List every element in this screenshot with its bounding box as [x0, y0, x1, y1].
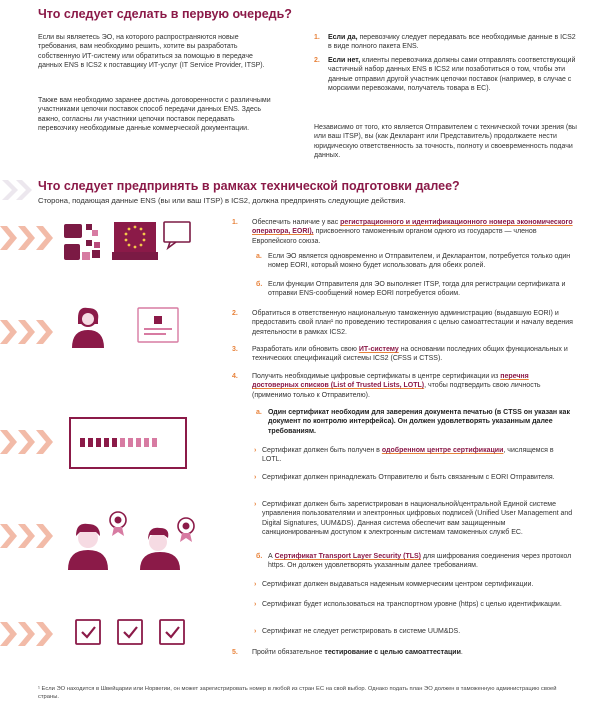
- eu-registration-illustration: [64, 218, 194, 268]
- list-item-1b: Если функции Отправителя для ЭО выполняет ITSP, тогда для регистрации сертификата и отправки ENS-сообщений номер EORI потребуется обоим.: [268, 281, 566, 298]
- list-item-4: Получить необходимые цифровые сертификаты в центре сертификации из перечня достоверных списков (List of Trusted Lists, LOTL), чтобы подтвердить свою личность (применимо только к Отправителю).: [252, 373, 541, 399]
- section2-title: Что следует предпринять в рамках технической подготовки далее?: [38, 179, 460, 193]
- title-chevron-icon: [0, 178, 40, 202]
- list-item-4b-1: Сертификат должен выдаваться надежным коммерческим центром сертификации.: [262, 581, 534, 588]
- section1-right-p: Независимо от того, кто является Отправителем с технической точки зрения (вы или ваш ITSP), вы (как Декларант или Представитель) продолжаете нести юридическую ответственность за точность, полноту и своевременность подачи данных.: [314, 124, 577, 159]
- checkbox-icon: [74, 618, 192, 648]
- chevron-row-4: [0, 520, 54, 555]
- eu-flag-icon: [112, 222, 158, 260]
- list-item-4a-3: Сертификат должен быть зарегистрирован в национальной/центральной Единой системе управления пользователями и электронных цифровых подписей (Unified User Management and Digital Signatures, UUM&DS). Данная система обеспечит вам защищенным санкционированным доступом к электронным системам таможенных служб ЕС.: [262, 501, 573, 536]
- list-item-2: Обратиться в ответственную национальную таможенную администрацию (выдавшую EORI) и предоставить свой план¹ по проведению тестирования с целью самоаттестации и началу ведения деятельности в рамках ICS2.: [252, 310, 573, 336]
- yes-label: Если да,: [328, 34, 358, 41]
- section1-left-p2: Также вам необходимо заранее достичь договоренности с различными участниками цепочки поставок способ передачи данных ENS. Здесь важно, согласны ли участники цепочки поставок передавать перевозчику необходимые данные коммерческой документации.: [38, 97, 271, 132]
- chevron-row-1: [0, 222, 54, 257]
- certificate-users-icon: [60, 508, 200, 570]
- list-item-4b-2: Сертификат будет использоваться на транспортном уровне (https) с целью идентификации.: [262, 601, 562, 608]
- list-item-4a: Один сертификат необходим для заверения документа печатью (в CTSS он указан как документ по контролю интерфейса). Он должен удовлетворять указанным далее требованиям.: [268, 409, 570, 435]
- list-item-3: Разработать или обновить свою ИТ-систему на основании последних общих функциональных и технических спецификаций системы ICS2 (CFSS и CTSS).: [252, 346, 568, 363]
- list-item-4b-3: Сертификат не следует регистрировать в системе UUM&DS.: [262, 628, 461, 635]
- section1-title: Что следует сделать в первую очередь?: [38, 7, 292, 21]
- list-item-1a: Если ЭО является одновременно и Отправителем, и Декларантом, потребуется только один номер EORI, который можно будет использовать для обеих ролей.: [268, 253, 571, 270]
- no-text: клиенты перевозчика должны сами отправлять соответствующий частичный набор данных ENS в ICS2 или позаботиться о том, чтобы эти данные отправил другой участник цепочки поставок (например, в случае с морскими перевозками, получатель товара в ЕС).: [328, 57, 576, 92]
- chevron-row-5: [0, 618, 54, 653]
- user-icon: [68, 306, 190, 350]
- chevron-row-2: [0, 316, 54, 351]
- progress-bar-icon: [66, 416, 192, 472]
- list-item-4b: А Сертификат Transport Layer Security (TLS) для шифрования соединения через протокол https. Он должен удовлетворять указанным далее требованиям.: [268, 553, 572, 570]
- section2-intro: Сторона, подающая данные ENS (вы или ваш ITSP) в ICS2, должна предпринять следующие действия.: [38, 196, 406, 205]
- list-item-5: Пройти обязательное тестирование с целью самоаттестации.: [252, 649, 463, 656]
- list-item-1: Обеспечить наличие у вас регистрационного и идентификационного номера экономического оператора, EORI), присвоенного таможенным органом одного из государств — членов Европейского союза.: [252, 219, 573, 245]
- footnote: ¹ Если ЭО находится в Швейцарии или Норвегии, он может зарегистрировать номер в любой из стран ЕС на свой выбор. Однако подать план ЭО должен в таможенную администрацию своей страны.: [38, 686, 557, 700]
- yes-text: перевозчику следует передавать все необходимые данные в ICS2 в виде полного пакета ENS.: [328, 34, 576, 51]
- chat-bubble-icon: [164, 222, 190, 248]
- section1-left-p1: Если вы являетесь ЭО, на которого распространяются новые требования, вам необходимо решить, хотите вы разработать собственную ИТ-систему или обратиться за помощью в передаче данных ENS в ICS2 к поставщику ИТ-услуг (IT Service Provider, ITSP).: [38, 34, 265, 69]
- no-label: Если нет,: [328, 57, 361, 64]
- list-item-4a-1: Сертификат должен быть получен в одобренном центре сертификации, числящемся в LOTL.: [262, 447, 554, 464]
- chevron-row-3: [0, 426, 54, 461]
- list-item-4a-2: Сертификат должен принадлежать Отправителю и быть связанным с EORI Отправителя.: [262, 474, 555, 481]
